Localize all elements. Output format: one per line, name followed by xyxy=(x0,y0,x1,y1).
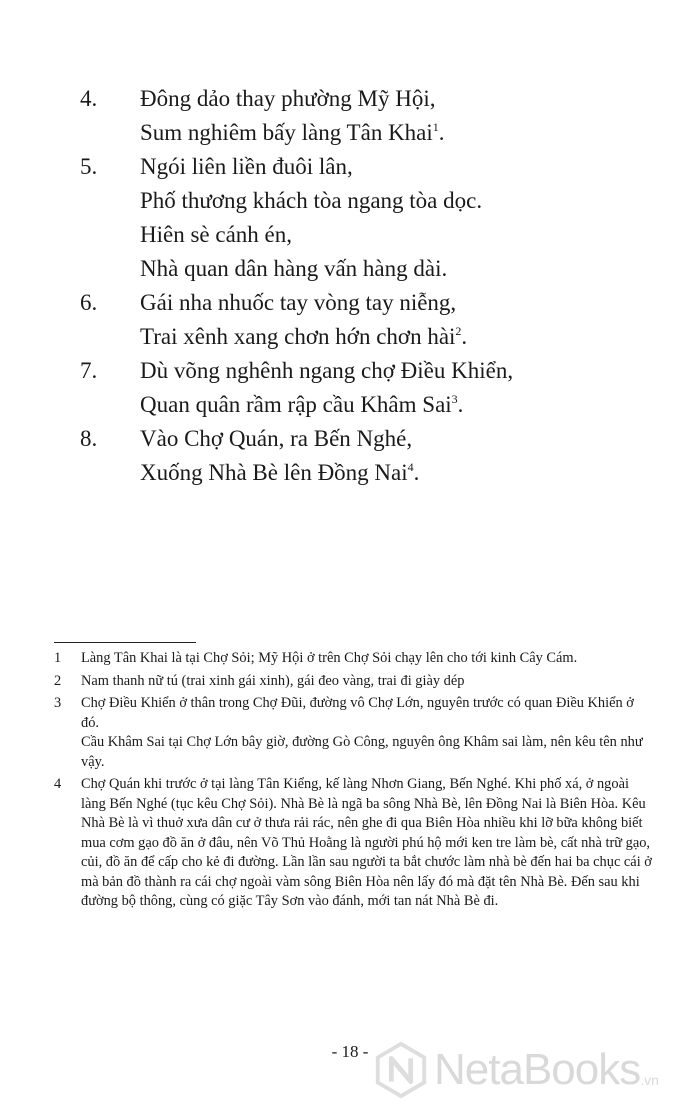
stanza xyxy=(0,354,700,422)
watermark xyxy=(372,1030,692,1110)
footnote-text: Nam thanh nữ tú (trai xinh gái xinh), gái đeo vàng, trai đi giày dép xyxy=(81,672,465,689)
verse-line xyxy=(140,150,700,184)
verse-line xyxy=(140,320,700,354)
verse-line xyxy=(140,116,700,150)
verse-text: Xuống Nhà Bè lên Đồng Nai xyxy=(140,460,408,485)
verse-text: Ngói liên liền đuôi lân, xyxy=(140,154,353,179)
footnote xyxy=(54,694,654,772)
stanza xyxy=(0,150,700,286)
footnote-number: 1 xyxy=(54,650,62,666)
verse-text: Phố thương khách tòa ngang tòa dọc. xyxy=(140,188,483,213)
verse-punctuation: . xyxy=(413,460,420,485)
footnote-separator xyxy=(54,642,196,643)
verse-line xyxy=(140,422,700,456)
footnote xyxy=(54,672,654,692)
footnote xyxy=(54,649,654,669)
stanza-lines xyxy=(140,422,700,490)
footnote xyxy=(54,775,654,912)
footnote-ref: 4 xyxy=(407,460,414,474)
stanza xyxy=(0,422,700,490)
stanza-lines xyxy=(140,150,700,286)
footnote-number: 3 xyxy=(54,695,62,711)
verse-text: Quan quân rầm rập cầu Khâm Sai xyxy=(140,392,452,417)
watermark-text: NetaBooks xyxy=(434,1045,641,1094)
verse-text: Đông dảo thay phường Mỹ Hội, xyxy=(140,86,436,111)
verse-line xyxy=(140,388,700,422)
stanza xyxy=(0,286,700,354)
verse-punctuation: . xyxy=(461,324,468,349)
verse-line xyxy=(140,286,700,320)
footnote-body xyxy=(81,672,654,692)
stanza-number: 6. xyxy=(80,290,98,315)
stanza-number: 7. xyxy=(80,358,98,383)
verse-line xyxy=(140,354,700,388)
verse-text: Hiên sè cánh én, xyxy=(140,222,292,247)
verse-text: Trai xênh xang chơn hớn chơn hài xyxy=(140,324,456,349)
verse-line xyxy=(140,82,700,116)
page-number: - 18 - xyxy=(331,1042,369,1061)
verse-line xyxy=(140,252,700,286)
stanza-lines xyxy=(140,286,700,354)
footnote-number: 2 xyxy=(54,672,62,689)
footnote-ref: 1 xyxy=(432,120,439,134)
footnote-body xyxy=(81,649,654,669)
verse-text: Vào Chợ Quán, ra Bến Nghé, xyxy=(140,426,413,451)
stanza-number: 4. xyxy=(80,86,98,111)
stanza-number: 5. xyxy=(80,154,98,179)
verse-text: Nhà quan dân hàng vấn hàng dài. xyxy=(140,256,448,281)
verse-line xyxy=(140,456,700,490)
footnote-text: Cầu Khâm Sai tại Chợ Lớn bây giờ, đường Gò Công, nguyên ông Khâm sai làm, nên kêu tên như vậy. xyxy=(81,734,643,770)
verse-text: Dù võng nghênh ngang chợ Điều Khiển, xyxy=(140,358,514,383)
footnote-text: Chợ Điều Khiển ở thân trong Chợ Đũi, đường vô Chợ Lớn, nguyên trước có quan Điều Khiển ở đó. xyxy=(81,695,634,731)
stanza-number: 8. xyxy=(80,426,98,451)
verse-text: Gái nha nhuốc tay vòng tay niễng, xyxy=(140,290,457,315)
stanza-lines xyxy=(140,354,700,422)
verse-punctuation: . xyxy=(438,120,445,145)
footnote-body xyxy=(81,775,654,912)
verse-line xyxy=(140,184,700,218)
footnote-ref: 2 xyxy=(455,324,462,338)
footnote-text: Chợ Quán khi trước ở tại làng Tân Kiểng, kế làng Nhơn Giang, Bến Nghé. Khi phố xá, ở ngoài làng Bến Nghé (tục kêu Chợ Sỏi). Nhà Bè là ngã ba sông Nhà Bè, lên Đồng Nai là Biên Hòa. Kêu Nhà Bè là vì thuở xưa dân cư ở thưa rải rác, nên ghe đi qua Biên Hòa nhiều khi lỡ bữa không biết mua cơm gạo đồ ăn ở đâu, nên Võ Thủ Hoằng là người phú hộ mới ken tre làm bè, cất nhà trữ gạo, củi, đồ ăn để cấp cho kẻ đi đường. Lần lần sau người ta bắt chước làm nhà bè đến hai ba chục cái ở mà bản đồ thành ra cái chợ ngoài vàm sông Biên Hòa nên lấy đó mà đặt tên Nhà Bè. Đến sau khi đường bộ thông, cùng có giặc Tây Sơn vào đánh, mới tan nát Nhà Bè đi. xyxy=(81,776,652,909)
footnote-number: 4 xyxy=(54,776,62,792)
verse-line xyxy=(140,218,700,252)
verse-punctuation: . xyxy=(457,392,464,417)
watermark-suffix: .vn xyxy=(640,1072,659,1088)
stanza-lines xyxy=(140,82,700,150)
footnote-body xyxy=(81,694,654,772)
footnote-ref: 3 xyxy=(451,392,458,406)
stanza xyxy=(0,82,700,150)
poem-stanzas xyxy=(0,82,700,490)
verse-text: Sum nghiêm bấy làng Tân Khai xyxy=(140,120,433,145)
footnote-text: Làng Tân Khai là tại Chợ Sỏi; Mỹ Hội ở trên Chợ Sỏi chạy lên cho tới kinh Cây Cám. xyxy=(81,650,578,666)
netabooks-logo-icon xyxy=(372,1041,430,1099)
footnotes xyxy=(54,649,654,915)
